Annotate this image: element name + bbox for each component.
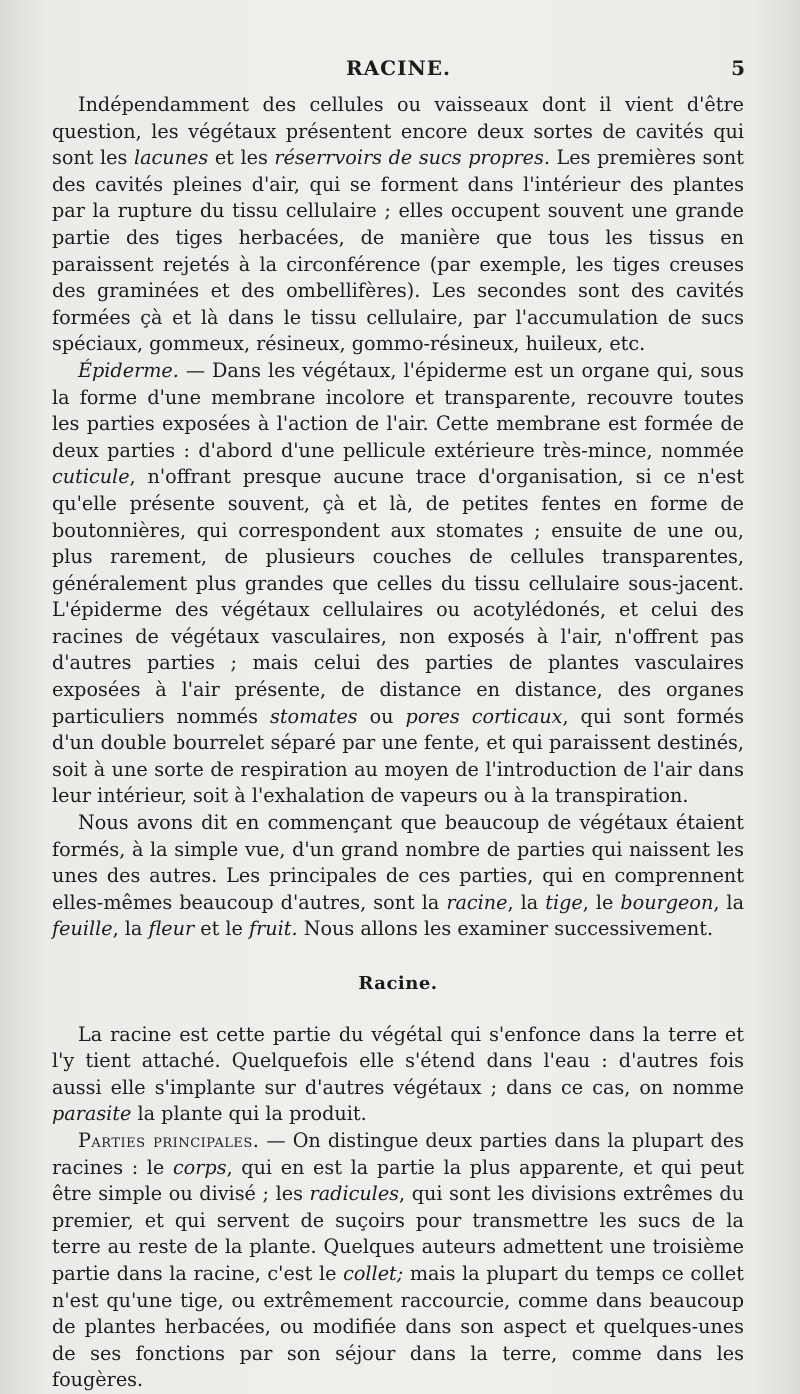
racine-section	[52, 1022, 744, 1394]
page-header	[52, 56, 745, 86]
text-run: et les	[208, 146, 275, 170]
italic-term: pores corticaux	[405, 704, 563, 728]
text-run: , n'offrant presque aucune trace d'organisation, si ce n'est qu'elle présente souvent, çà et là, de petites fentes en forme de boutonnières, qui correspondent aux stomates ; ensuite de une ou, plus rarement, de plusieurs couches de cellules transparentes, généralement plus grandes que celles du tissu cellulaire sous-jacent. L'épiderme des végétaux cellulaires ou acotylédonés, et celui des racines de végétaux vasculaires, non exposés à l'air, n'offrent pas d'autres parties ; mais celui des parties de plantes vasculaires exposées à l'air présente, de distance en distance, des organes particuliers nommés	[52, 465, 744, 728]
italic-term: collet;	[343, 1261, 404, 1285]
italic-term: fleur	[148, 917, 195, 941]
text-run: Indépendamment des cellules ou vaisseaux dont il vient d'être question, les végétaux présentent encore deux sortes de cavités qui sont les	[52, 93, 744, 170]
italic-term: feuille	[52, 917, 113, 941]
racine-paragraph-1	[52, 1022, 744, 1128]
section-heading: Racine.	[358, 973, 438, 994]
racine-paragraph-2	[52, 1128, 744, 1394]
italic-term: racine	[446, 890, 508, 914]
italic-term: parasite	[52, 1102, 132, 1126]
text-run: La racine est cette partie du végétal qui s'enfonce dans la terre et l'y tient attaché. Quelquefois elle s'étend dans l'eau : d'autres fois aussi elle s'implante sur d'autres végétaux ; dans ce cas, on nomme	[52, 1022, 744, 1099]
text-run: , la	[507, 890, 546, 914]
italic-term: stomates	[269, 704, 358, 728]
intro-paragraph-1	[52, 92, 744, 358]
italic-term: bourgeon	[620, 890, 714, 914]
italic-term: réserrvoirs de sucs propres.	[274, 146, 550, 170]
text-run: ou	[357, 704, 406, 728]
intro-paragraph-2	[52, 358, 744, 810]
body-text	[52, 92, 744, 1394]
text-run: , la	[713, 890, 745, 914]
text-run: — On distingue deux parties dans la plupart des racines : le	[52, 1128, 744, 1179]
italic-term: lacunes	[133, 146, 209, 170]
running-title: RACINE.	[346, 56, 451, 80]
text-run: Nous avons dit en commençant que beaucoup de végétaux étaient formés, à la simple vue, d'un grand nombre de parties qui naissent les unes des autres. Les principales de ces parties, qui en comprennent elles-mêmes beaucoup d'autres, sont la	[52, 811, 744, 914]
italic-term: corps	[172, 1155, 227, 1179]
italic-term: Épiderme.	[78, 358, 179, 382]
text-run: Nous allons les examiner successivement.	[297, 917, 714, 941]
text-run: , qui en est la partie la plus apparente, et qui peut être simple ou divisé ; les	[52, 1155, 744, 1206]
text-run: et le	[194, 917, 250, 941]
text-run: , le	[582, 890, 621, 914]
intro-paragraph-3	[52, 810, 744, 943]
text-run: la plante qui la produit.	[131, 1102, 367, 1126]
text-run: , qui sont formés d'un double bourrelet séparé par une fente, et qui paraissent destinés, soit à une sorte de respiration au moyen de l'introduction de l'air dans leur intérieur, soit à l'exhalation de vapeurs ou à la transpiration.	[52, 704, 744, 808]
italic-term: tige	[545, 890, 583, 914]
text-run: — Dans les végétaux, l'épiderme est un organe qui, sous la forme d'une membrane incolore et transparente, recouvre toutes les parties exposées à l'action de l'air. Cette membrane est formée de deux parties : d'abord d'une pellicule extérieure très-mince, nommée	[52, 358, 744, 462]
text-run: mais la plupart du temps ce collet n'est qu'une tige, ou extrêmement raccourcie, comme dans beaucoup de plantes herbacées, ou modifiée dans son aspect et quelques-unes de ses fonctions par son séjour dans la terre, comme dans les fougères.	[52, 1261, 744, 1392]
text-run: Les premières sont des cavités pleines d'air, qui se forment dans l'intérieur des plantes par la rupture du tissu cellulaire ; elles occupent souvent une grande partie des tiges herbacées, de manière que tous les tissus en paraissent rejetés à la circonférence (par exemple, les tiges creuses des graminées et des ombellifères). Les secondes sont des cavités formées çà et là dans le tissu cellulaire, par l'accumulation de sucs spéciaux, gommeux, résineux, gommo-résineux, huileux, etc.	[52, 146, 744, 356]
italic-term: cuticule	[52, 465, 130, 489]
intro-section	[52, 92, 744, 943]
text-run: , la	[112, 917, 149, 941]
page-number: 5	[731, 56, 745, 80]
italic-term: radicules	[309, 1182, 400, 1206]
italic-term: fruit.	[249, 917, 298, 941]
text-run: , qui sont les divisions extrêmes du premier, et qui servent de suçoirs pour transmettre les sucs de la terre au reste de la plante. Quelques auteurs admettent une troisième partie dans la racine, c'est le	[52, 1182, 744, 1285]
small-caps-term: Parties principales.	[78, 1128, 260, 1152]
